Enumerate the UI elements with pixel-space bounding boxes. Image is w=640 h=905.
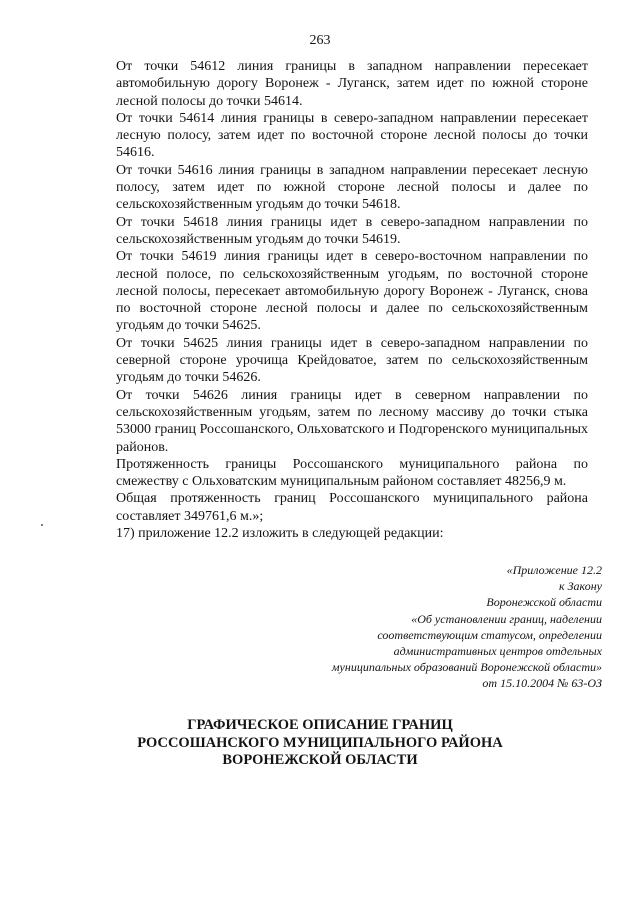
paragraph-total-length: Общая протяженность границ Россошанского муниципального района составляет 349761,6 м.»; (116, 491, 588, 524)
paragraph-point-54614: От точки 54614 линия границы в северо-западном направлении пересекает лесную полосу, затем идет по восточной стороне лесной полосы до точки 54616. (116, 110, 588, 161)
heading-line: ГРАФИЧЕСКОЕ ОПИСАНИЕ ГРАНИЦ (187, 717, 453, 733)
paragraph-point-54619: От точки 54619 линия границы идет в северо-восточном направлении по лесной полосе, по сельскохозяйственным угодьям, по восточной стороне лесной полосы, пересекает автомобильную дорогу Воронеж - Луганск, снова по восточной стороне лесной полосы и далее по сельскохозяйственным угодьям до точки 54625. (116, 249, 588, 334)
section-heading (0, 717, 640, 770)
appendix-line: «Об установлении границ, наделении (411, 611, 602, 626)
appendix-line: Воронежской области (486, 595, 602, 610)
heading-line: ВОРОНЕЖСКОЙ ОБЛАСТИ (222, 752, 418, 768)
appendix-line: к Закону (559, 579, 602, 594)
appendix-line: муниципальных образований Воронежской области» (331, 660, 602, 675)
paragraph-amendment-17: 17) приложение 12.2 изложить в следующей редакции: (116, 526, 444, 542)
page-number: 263 (309, 33, 331, 48)
paragraph-point-54625: От точки 54625 линия границы идет в северо-западном направлении по северной стороне урочища Крейдоватое, затем по сельскохозяйственным угодьям до точки 54626. (116, 335, 588, 386)
body-text (116, 58, 588, 542)
heading-line: РОССОШАНСКОГО МУНИЦИПАЛЬНОГО РАЙОНА (137, 734, 503, 751)
appendix-line: административных центров отдельных (393, 644, 602, 659)
paragraph-point-54626: От точки 54626 линия границы идет в северном направлении по сельскохозяйственным угодьям, затем по лесному массиву до точки стыка 53000 границ Россошанского, Ольховатского и Подгоренского муниципальных районов. (116, 387, 588, 455)
appendix-line: от 15.10.2004 № 63-ОЗ (482, 676, 602, 691)
margin-dot (41, 524, 43, 526)
paragraph-point-54612: От точки 54612 линия границы в западном направлении пересекает автомобильную дорогу Воронеж - Луганск, затем идет по южной стороне лесной полосы до точки 54614. (116, 59, 588, 109)
appendix-reference (302, 562, 602, 692)
appendix-line: «Приложение 12.2 (506, 563, 602, 577)
paragraph-point-54616: От точки 54616 линия границы в западном направлении пересекает лесную полосу, затем идет по южной стороне лесной полосы и далее по сельскохозяйственным угодьям до точки 54618. (116, 162, 588, 213)
paragraph-border-length: Протяженность границы Россошанского муниципального района по смежеству с Ольховатским муниципальным районом составляет 48256,9 м. (116, 456, 588, 490)
paragraph-point-54618: От точки 54618 линия границы идет в северо-западном направлении по сельскохозяйственным угодьям до точки 54619. (116, 214, 588, 247)
appendix-line: соответствующим статусом, определении (377, 627, 602, 642)
